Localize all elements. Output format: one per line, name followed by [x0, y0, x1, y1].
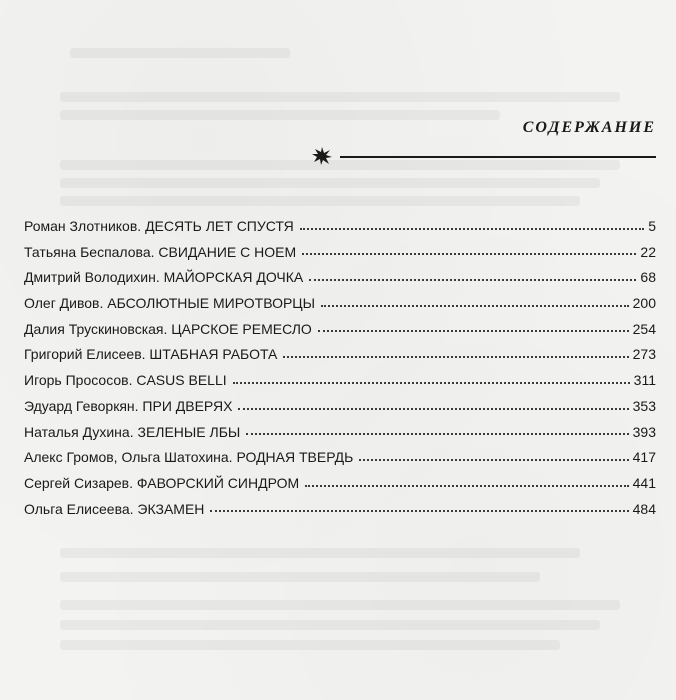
dot-leader — [305, 485, 628, 487]
toc-entry-author: Игорь Прососов. — [24, 372, 133, 389]
bleed-through-mark — [60, 548, 580, 558]
toc-entry-page-number: 393 — [632, 423, 656, 440]
bleed-through-mark — [60, 92, 620, 102]
toc-entry-page-number: 254 — [632, 320, 656, 337]
toc-entry-page-number: 5 — [648, 218, 656, 234]
toc-entry — [24, 445, 656, 471]
toc-entry-text — [24, 240, 296, 266]
toc-entry-text — [24, 317, 312, 343]
bleed-through-mark — [60, 572, 540, 582]
dot-leader — [210, 510, 628, 512]
toc-entry-work: АБСОЛЮТНЫЕ МИРОТВОРЦЫ — [107, 295, 316, 312]
toc-title: СОДЕРЖАНИЕ — [522, 119, 656, 136]
toc-entry-page-number: 353 — [632, 397, 656, 414]
toc-entry-work: РОДНАЯ ТВЕРДЬ — [236, 449, 354, 466]
toc-entry-work: ЭКЗАМЕН — [137, 500, 205, 517]
toc-entry-page-number: 22 — [640, 243, 656, 260]
toc-entry-author: Татьяна Беспалова. — [24, 243, 155, 260]
title-rule — [340, 156, 656, 158]
toc-entry-page-number: 311 — [633, 372, 656, 389]
toc-entry-text — [24, 394, 232, 420]
toc-entry-text — [24, 368, 227, 394]
toc-entry — [24, 214, 656, 240]
toc-entry-text — [24, 445, 353, 471]
toc-entry-author: Роман Злотников. — [24, 218, 142, 234]
toc-entry-author: Олег Дивов. — [24, 295, 104, 312]
toc-entry — [24, 291, 656, 317]
toc-entry-text — [24, 265, 303, 291]
bleed-through-mark — [60, 640, 560, 650]
toc-entry-text — [24, 214, 294, 240]
dot-leader — [238, 408, 628, 410]
toc-entry-page-number: 484 — [632, 500, 656, 517]
dot-leader — [246, 433, 628, 435]
toc-entry-author: Дмитрий Володихин. — [24, 269, 160, 286]
dot-leader — [309, 279, 636, 281]
toc-entry-page-number: 273 — [632, 346, 656, 363]
toc-entry — [24, 420, 656, 446]
toc-entry-page-number: 441 — [632, 474, 656, 491]
toc-entry-work: МАЙОРСКАЯ ДОЧКА — [163, 269, 304, 286]
toc-entry-text — [24, 497, 204, 523]
bleed-through-mark — [60, 600, 620, 610]
bleed-through-mark — [60, 178, 600, 188]
toc-entry — [24, 471, 656, 497]
toc-entry-text — [24, 291, 315, 317]
bleed-through-mark — [60, 110, 500, 120]
toc-entry-text — [24, 342, 277, 368]
toc-entry-page-number: 68 — [640, 269, 656, 286]
toc-entry-author: Эдуард Геворкян. — [24, 397, 139, 414]
toc-entry — [24, 368, 656, 394]
toc-entry-author: Сергей Сизарев. — [24, 474, 134, 491]
toc-entry — [24, 394, 656, 420]
dot-leader — [283, 356, 628, 358]
toc-entry — [24, 240, 656, 266]
star-ornament-icon — [311, 146, 333, 166]
toc-entry-author: Ольга Елисеева. — [24, 500, 134, 517]
toc-entry-work: СВИДАНИЕ С НОЕМ — [158, 243, 297, 260]
toc-entry — [24, 497, 656, 523]
toc-list — [24, 214, 656, 522]
toc-entry-text — [24, 471, 299, 497]
dot-leader — [300, 228, 644, 230]
toc-entry-author: Григорий Елисеев. — [24, 346, 146, 363]
toc-entry-work: ФАВОРСКИЙ СИНДРОМ — [136, 474, 300, 491]
toc-entry-author: Алекс Громов, Ольга Шатохина. — [24, 449, 233, 466]
toc-entry-page-number: 200 — [632, 295, 656, 312]
toc-entry — [24, 317, 656, 343]
dot-leader — [302, 253, 636, 255]
toc-entry-work: CASUS BELLI — [136, 372, 227, 389]
dot-leader — [321, 305, 629, 307]
bleed-through-mark — [70, 48, 290, 58]
toc-entry-work: ШТАБНАЯ РАБОТА — [149, 346, 278, 363]
toc-entry-work: ПРИ ДВЕРЯХ — [142, 397, 233, 414]
toc-entry-author: Наталья Духина. — [24, 423, 134, 440]
toc-entry — [24, 342, 656, 368]
toc-entry-work: ЗЕЛЕНЫЕ ЛБЫ — [137, 423, 241, 440]
bleed-through-mark — [60, 160, 620, 170]
toc-entry-work: ДЕСЯТЬ ЛЕТ СПУСТЯ — [145, 218, 294, 234]
bleed-through-mark — [60, 620, 600, 630]
toc-entry-work: ЦАРСКОЕ РЕМЕСЛО — [171, 320, 312, 337]
toc-entry-text — [24, 420, 240, 446]
dot-leader — [318, 330, 629, 332]
toc-entry — [24, 265, 656, 291]
dot-leader — [359, 459, 628, 461]
dot-leader — [233, 382, 630, 384]
toc-entry-author: Далия Трускиновская. — [24, 320, 168, 337]
toc-entry-page-number: 417 — [632, 449, 656, 466]
bleed-through-mark — [60, 196, 580, 206]
